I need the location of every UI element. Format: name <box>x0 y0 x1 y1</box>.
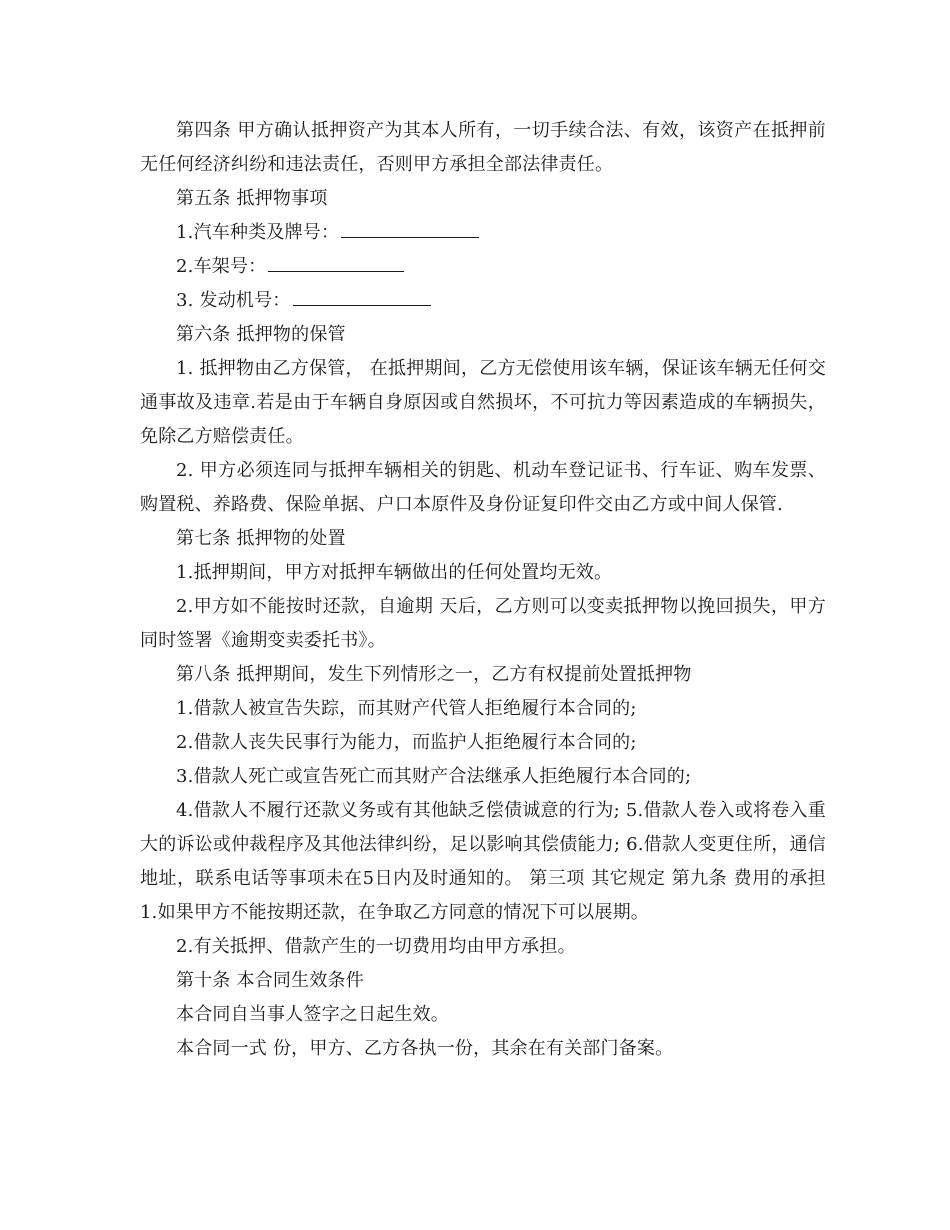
article-8-title: 第八条 抵押期间，发生下列情形之一，乙方有权提前处置抵押物 <box>176 664 692 685</box>
article-8-item-2: 2.借款人丧失民事行为能力，而监护人拒绝履行本合同的; <box>176 732 637 753</box>
article-8-item-4: 4.借款人不履行还款义务或有其他缺乏偿债诚意的行为; 5.借款人卷入或将卷入重大的诉讼或仲裁程序及其他法律纠纷，足以影响其偿债能力; 6.借款人变更住所，通信地址，联系电话等事项未在5日内及时通知的。 第三项 其它规定 第九条 费用的承担 1.如果甲方不能按期还款，在争取乙方同意的情况下可以展期。 <box>140 800 826 923</box>
vehicle-type-blank <box>341 219 479 238</box>
article-8-item-1: 1.借款人被宣告失踪，而其财产代管人拒绝履行本合同的; <box>176 698 637 719</box>
contract-page <box>140 114 826 1066</box>
frame-number-blank <box>268 253 404 272</box>
article-7-title: 第七条 抵押物的处置 <box>176 528 346 549</box>
article-6-item-1: 1. 抵押物由乙方保管， 在抵押期间，乙方无偿使用该车辆，保证该车辆无任何交通事故及违章.若是由于车辆自身原因或自然损坏，不可抗力等因素造成的车辆损失，免除乙方赔偿责任。 <box>140 358 826 447</box>
article-5-item-2 <box>140 250 826 284</box>
article-4: 第四条 甲方确认抵押资产为其本人所有，一切手续合法、有效，该资产在抵押前无任何经济纠纷和违法责任，否则甲方承担全部法律责任。 <box>140 120 826 175</box>
engine-number-label: 3. 发动机号： <box>176 290 291 311</box>
article-9-item-2: 2.有关抵押、借款产生的一切费用均由甲方承担。 <box>176 936 576 957</box>
article-5-item-3 <box>140 284 826 318</box>
article-6-title: 第六条 抵押物的保管 <box>176 324 346 345</box>
article-7-item-2: 2.甲方如不能按时还款，自逾期 天后，乙方则可以变卖抵押物以挽回损失，甲方同时签署《逾期变卖委托书》。 <box>140 596 826 651</box>
engine-number-blank <box>293 287 431 306</box>
article-8-item-3: 3.借款人死亡或宣告死亡而其财产合法继承人拒绝履行本合同的; <box>176 766 692 787</box>
article-5-item-1 <box>140 216 826 250</box>
vehicle-type-label: 1.汽车种类及牌号： <box>176 222 340 243</box>
article-10-para-2: 本合同一式 份，甲方、乙方各执一份，其余在有关部门备案。 <box>176 1038 674 1059</box>
frame-number-label: 2.车架号： <box>176 256 267 277</box>
article-10-title: 第十条 本合同生效条件 <box>176 970 364 991</box>
article-5-title: 第五条 抵押物事项 <box>176 188 328 209</box>
article-10-para-1: 本合同自当事人签字之日起生效。 <box>176 1004 449 1025</box>
article-6-item-2: 2. 甲方必须连同与抵押车辆相关的钥匙、机动车登记证书、行车证、购车发票、购置税、养路费、保险单据、户口本原件及身份证复印件交由乙方或中间人保管. <box>140 460 826 515</box>
article-7-item-1: 1.抵押期间，甲方对抵押车辆做出的任何处置均无效。 <box>176 562 613 583</box>
